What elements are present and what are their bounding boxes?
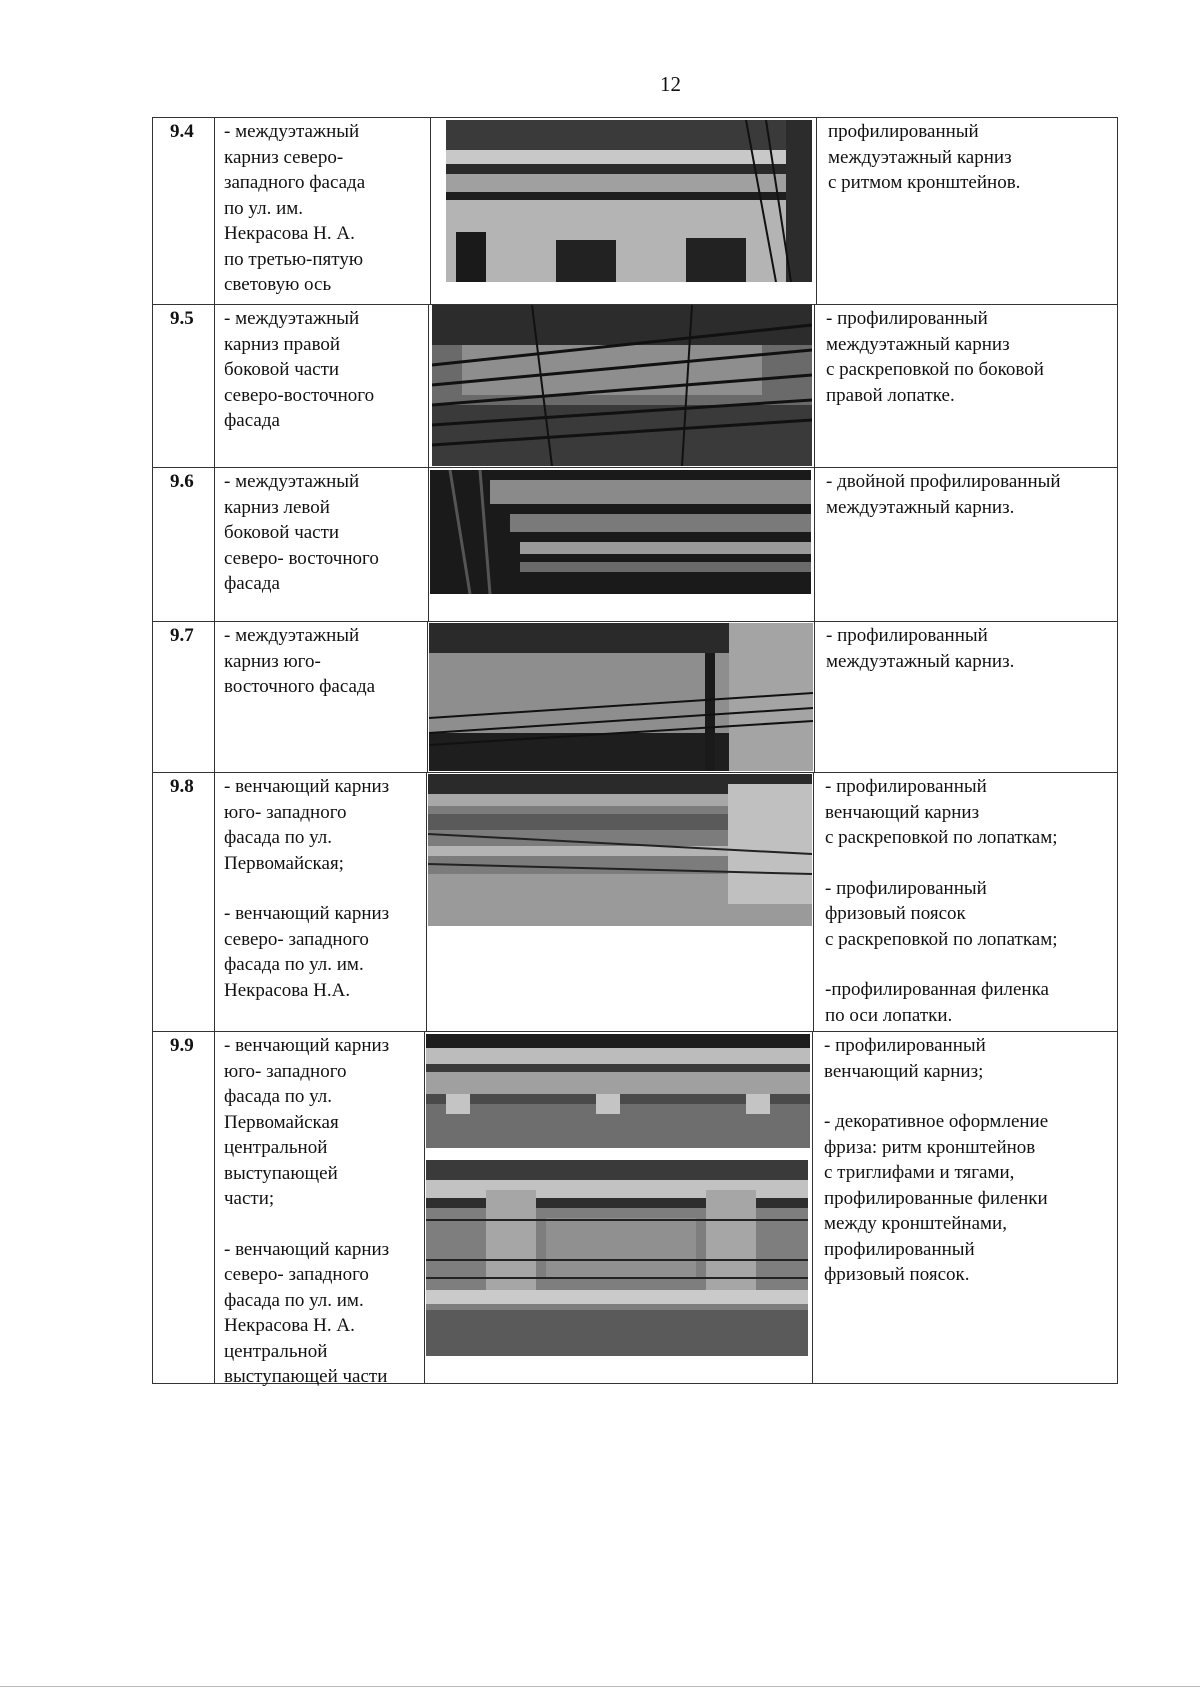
object-line: - междуэтажный [224, 625, 360, 646]
object-line: - венчающий карниз [224, 1238, 390, 1260]
facade-photo [429, 623, 813, 771]
description-line: - двойной профилированный [826, 471, 1061, 492]
object-line: фасада по ул. [224, 827, 333, 848]
description-line: междуэтажный карниз. [826, 496, 1015, 518]
page-bottom-rule [0, 1686, 1200, 1687]
object-line: - венчающий карниз [224, 1035, 390, 1056]
object-line: северо- западного [224, 928, 369, 950]
description-line: - профилированный [826, 308, 988, 329]
description-line [825, 952, 1116, 977]
object-line: Первомайская; [224, 852, 344, 874]
description-line: -профилированная филенка [825, 979, 1049, 1000]
description-line: между кронштейнами, [824, 1213, 1007, 1234]
row-number: 9.5 [170, 308, 194, 329]
object-line: Первомайская [224, 1111, 339, 1133]
description-line: венчающий карниз [825, 801, 980, 823]
object-cell [214, 621, 427, 700]
description-cell [814, 304, 1116, 408]
object-line: выступающей [224, 1162, 338, 1184]
facade-photo-top [426, 1034, 810, 1148]
object-line: северо-восточного [224, 384, 375, 406]
facade-photo-bottom [426, 1160, 808, 1356]
object-line: боковой части [224, 522, 340, 543]
description-line: по оси лопатки. [825, 1004, 953, 1026]
object-line: - венчающий карниз [224, 903, 390, 924]
page-number: 12 [660, 72, 681, 96]
object-line: центральной [224, 1340, 328, 1362]
description-line: профилированный [824, 1238, 975, 1260]
object-line: фасада по ул. им. [224, 954, 364, 975]
description-line: венчающий карниз; [824, 1060, 984, 1082]
object-line: части; [224, 1188, 275, 1209]
description-line: с ритмом кронштейнов. [828, 172, 1021, 193]
description-line: с раскреповкой по боковой [826, 359, 1044, 380]
row-number: 9.7 [170, 625, 194, 646]
object-line: западного фасада [224, 172, 366, 193]
description-line: фризовый поясок [825, 903, 966, 924]
description-line: - профилированный [826, 625, 988, 646]
row-number: 9.9 [170, 1035, 194, 1056]
row-number: 9.8 [170, 776, 194, 797]
object-cell [214, 772, 426, 1003]
object-line: фасада по ул. им. [224, 1289, 364, 1311]
object-line: - междуэтажный [224, 121, 360, 142]
row-number: 9.6 [170, 471, 194, 492]
object-line: юго- западного [224, 801, 347, 823]
object-line: - междуэтажный [224, 308, 360, 329]
object-cell [214, 304, 428, 434]
object-line: по ул. им. [224, 197, 304, 219]
object-line: боковой части [224, 359, 340, 380]
description-line: - профилированный [825, 877, 987, 899]
description-cell [813, 772, 1116, 1028]
object-line: Некрасова Н.А. [224, 979, 351, 1001]
description-line: - профилированный [824, 1035, 986, 1056]
row-number: 9.4 [170, 121, 194, 142]
description-line: - декоративное оформление [824, 1111, 1049, 1132]
description-cell [812, 1031, 1116, 1288]
object-line: - междуэтажный [224, 471, 360, 492]
object-line: карниз юго- [224, 650, 321, 672]
description-line [824, 1084, 1116, 1109]
description-cell [816, 117, 1116, 196]
facade-photo [432, 305, 812, 466]
facade-photo [446, 120, 812, 282]
object-line: юго- западного [224, 1060, 347, 1082]
facade-photo [430, 470, 811, 594]
description-line: с раскреповкой по лопаткам; [825, 827, 1058, 848]
object-line: северо- западного [224, 1264, 369, 1285]
description-cell [814, 467, 1116, 520]
object-line: карниз правой [224, 333, 341, 355]
description-line: профилированный [828, 121, 979, 142]
description-line: с раскреповкой по лопаткам; [825, 928, 1058, 950]
object-line: северо- восточного [224, 547, 379, 569]
object-line: фасада по ул. [224, 1086, 333, 1107]
object-cell [214, 467, 428, 597]
description-line: - профилированный [825, 776, 987, 797]
object-line [224, 1212, 424, 1237]
object-line: центральной [224, 1137, 328, 1158]
object-line: фасада [224, 573, 280, 594]
object-line: фасада [224, 410, 280, 431]
object-line: выступающей части [224, 1366, 388, 1387]
object-line: карниз северо- [224, 146, 344, 168]
description-line: междуэтажный карниз [826, 333, 1010, 355]
description-line: с триглифами и тягами, [824, 1162, 1015, 1183]
object-line: по третью-пятую [224, 248, 364, 270]
object-line [224, 876, 426, 901]
description-line: междуэтажный карниз [828, 146, 1012, 168]
description-line [825, 851, 1116, 876]
description-line: фризовый поясок. [824, 1264, 970, 1285]
object-line: восточного фасада [224, 676, 376, 697]
description-line: правой лопатке. [826, 384, 955, 406]
facade-photo [428, 774, 812, 926]
description-line: фриза: ритм кронштейнов [824, 1136, 1036, 1158]
object-cell [214, 117, 430, 298]
object-line: карниз левой [224, 496, 330, 518]
object-cell [214, 1031, 424, 1390]
object-line: Некрасова Н. А. [224, 1315, 355, 1336]
description-line: междуэтажный карниз. [826, 650, 1015, 672]
description-line: профилированные филенки [824, 1187, 1048, 1209]
object-line: Некрасова Н. А. [224, 223, 355, 244]
object-line: световую ось [224, 274, 332, 295]
object-line: - венчающий карниз [224, 776, 390, 797]
description-cell [814, 621, 1116, 674]
